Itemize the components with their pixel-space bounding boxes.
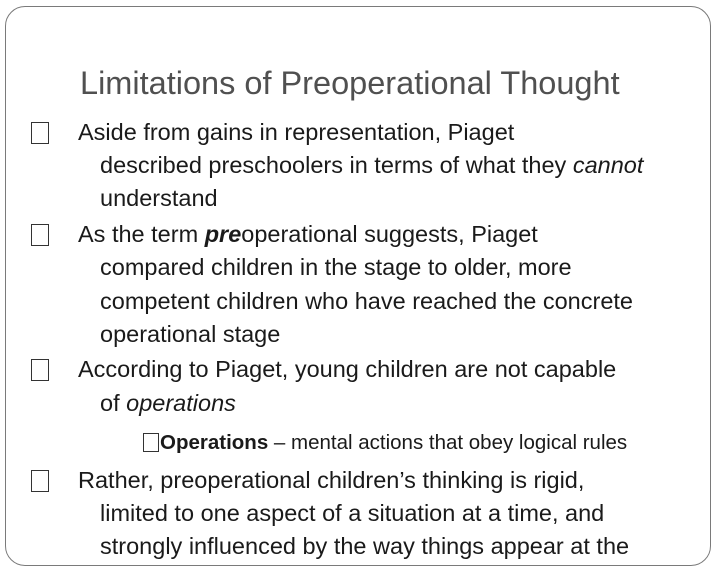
bullet-text-line [78,149,710,182]
bullet-text: According to Piaget, young children are not capable [78,356,617,383]
emphasis-text: operations [126,389,236,416]
bullet-box-icon [31,122,49,144]
bullet-item [30,464,710,564]
bullet-text-segment: operational suggests, Piaget [241,221,538,248]
bullet-text-segment: described preschoolers in terms of what they [100,152,573,179]
emphasis-text: pre [204,221,242,248]
bullet-text-line: understand [100,185,218,212]
bullet-item [30,353,710,419]
bullet-box-icon [31,224,49,246]
sub-bullet-term: Operations [160,430,269,454]
bullet-text-line: compared children in the stage to older, more [100,254,572,281]
bullet-text-line: operational stage [100,320,281,347]
bullet-text-line [78,387,710,420]
bullet-text-line: competent children who have reached the concrete [100,287,633,314]
bullet-box-icon [143,433,159,452]
bullet-text-line: strongly influenced by the way things appear at the [100,533,630,560]
bullet-box-icon [31,470,49,492]
bullet-text-segment: As the term [78,221,205,248]
bullet-text-line: limited to one aspect of a situation at a time, and [100,500,605,527]
bullet-text-segment: of [100,389,127,416]
slide-title: Limitations of Preoperational Thought [80,65,620,101]
bullet-list [30,116,710,566]
emphasis-text: cannot [572,152,644,179]
bullet-box-icon [31,359,49,381]
bullet-text: Rather, preoperational children’s thinking is rigid, [78,466,585,493]
bullet-item [30,116,710,216]
sub-bullet-item [30,428,710,458]
sub-bullet-text: – mental actions that obey logical rules [268,430,628,454]
bullet-item [30,218,710,351]
bullet-text: Aside from gains in representation, Piaget [78,119,515,145]
